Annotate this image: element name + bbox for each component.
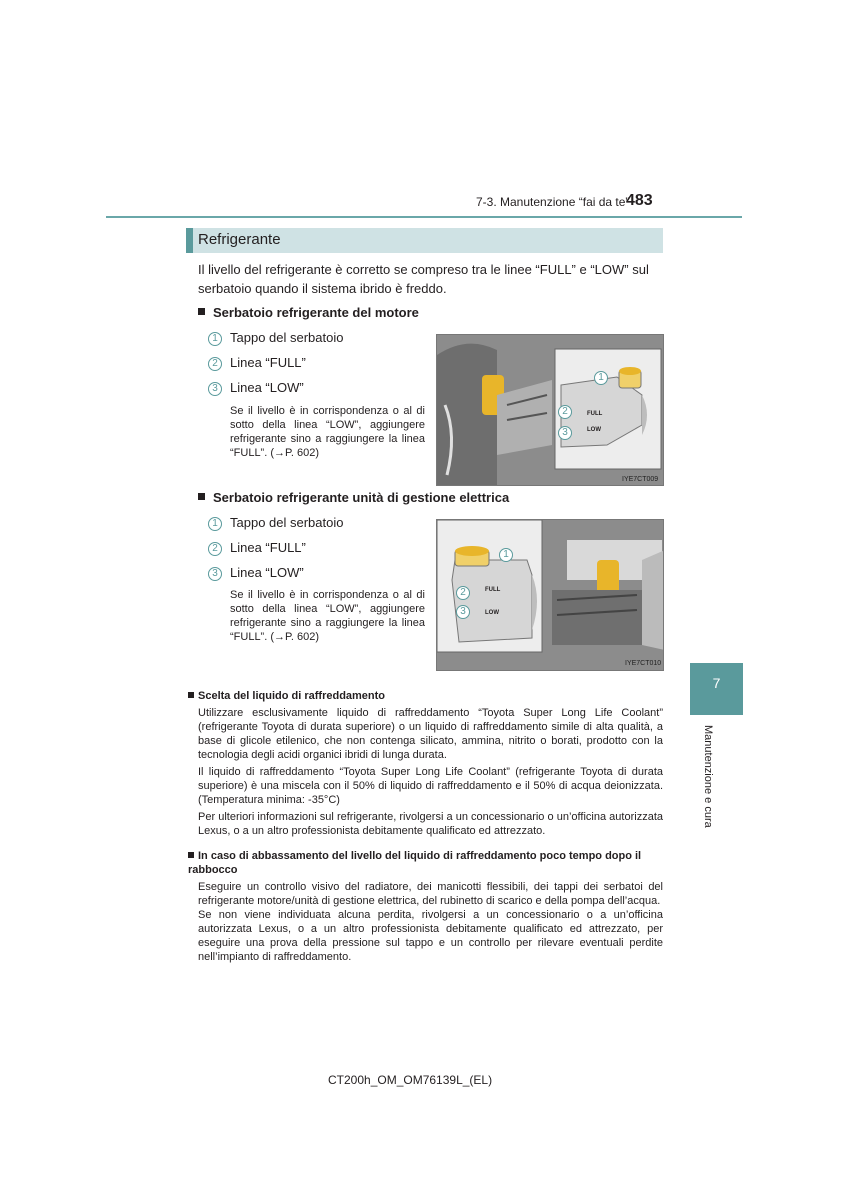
marker-2-icon: 2 [208,542,222,556]
engine-coolant-reservoir-illustration [436,334,664,486]
note-coolant-drop-title [188,849,663,877]
block2-item-3-text: Linea “LOW” [230,565,304,580]
section-title: Refrigerante [198,231,281,248]
img1-marker-1-icon: 1 [594,371,608,385]
note-coolant-choice-title [188,689,663,703]
block2-item-1-text: Tappo del serbatoio [230,515,344,530]
block2-item-1 [208,515,343,531]
img1-code: IYE7CT009 [622,476,659,483]
img2-low-label: LOW [485,610,499,616]
block1-item-1-text: Tappo del serbatoio [230,330,344,345]
header-rule [106,216,742,218]
marker-3-icon: 3 [208,382,222,396]
note-paragraph: Utilizzare esclusivamente liquido di raffreddamento “Toyota Super Long Life Coolant” (refrigerante Toyota di durata superiore) o un liquido di raffreddamento simile di alta qualità, a base di glicole etilenico, che non contenga silicato, ammina, nitrito o borati, prodotto con la tecnologia degli acidi organici ibridi di lunga durata. [198,707,663,761]
bullet-square-icon [198,493,205,500]
note-coolant-choice [188,689,663,838]
marker-2-icon: 2 [208,357,222,371]
section-accent [186,228,193,253]
img1-low-label: LOW [587,427,601,433]
block1-item-2-text: Linea “FULL” [230,355,306,370]
running-header: 7-3. Manutenzione “fai da te” [476,195,630,209]
bullet-square-icon [188,852,194,858]
img1-marker-2-icon: 2 [558,405,572,419]
block1-item-3 [208,380,304,396]
block1-note: Se il livello è in corrispondenza o al di sotto della linea “LOW”, aggiungere refrigerante sino a raggiungere la linea “FULL”. (→P. 602) [230,405,425,459]
note-title-text: In caso di abbassamento del livello del liquido di raffreddamento poco tempo dopo il rabbocco [188,850,642,876]
block1-heading [198,305,419,320]
note-paragraph: Se non viene individuata alcuna perdita, rivolgersi a un concessionario o a un’officina autorizzata Lexus, o a un altro professionista debitamente qualificato ed attrezzato, per eseguire una prova della pressione sul tappo e un controllo per rilevare eventuali perdite nell’impianto di raffreddamento. [198,909,663,963]
img2-marker-2-icon: 2 [456,586,470,600]
img2-marker-1-icon: 1 [499,548,513,562]
marker-1-icon: 1 [208,517,222,531]
marker-1-icon: 1 [208,332,222,346]
chapter-tab-label: Manutenzione e cura [702,725,714,828]
block1-heading-text: Serbatoio refrigerante del motore [213,305,419,320]
block1-item-1 [208,330,343,346]
block2-heading [198,490,509,505]
note-title-text: Scelta del liquido di raffreddamento [198,690,386,702]
block2-item-2 [208,540,306,556]
block2-item-3 [208,565,304,581]
block2-item-2-text: Linea “FULL” [230,540,306,555]
img2-full-label: FULL [485,587,501,593]
note-paragraph: Per ulteriori informazioni sul refrigerante, rivolgersi a un concessionario o un’officina autorizzata Lexus, o a un altro professionista debitamente qualificato ed attrezzato. [198,811,663,837]
bullet-square-icon [198,308,205,315]
img1-marker-3-icon: 3 [558,426,572,440]
img1-full-label: FULL [587,411,603,417]
marker-3-icon: 3 [208,567,222,581]
bullet-square-icon [188,692,194,698]
engine-bay-drawing [437,335,664,486]
intro-text: Il livello del refrigerante è corretto se compreso tra le linee “FULL” e “LOW” sul serbatoio quando il sistema ibrido è freddo. [198,262,649,296]
page-number: 483 [626,192,653,209]
img2-marker-3-icon: 3 [456,605,470,619]
power-control-coolant-reservoir-illustration [436,519,664,671]
block1-item-3-text: Linea “LOW” [230,380,304,395]
block2-heading-text: Serbatoio refrigerante unità di gestione elettrica [213,490,510,505]
chapter-tab: 7 [690,663,743,715]
footer-code: CT200h_OM_OM76139L_(EL) [328,1073,493,1087]
section-title-bar [186,228,663,253]
note-paragraph: Eseguire un controllo visivo del radiatore, dei manicotti flessibili, dei tappi dei serbatoi del refrigerante motore/unità di gestione elettrica, del rubinetto di scarico e della pompa dell’acqua. [198,881,663,907]
block1-item-2 [208,355,306,371]
block2-note: Se il livello è in corrispondenza o al di sotto della linea “LOW”, aggiungere refrigerante sino a raggiungere la linea “FULL”. (→P. 602) [230,589,425,643]
img2-code: IYE7CT010 [625,660,662,667]
note-coolant-drop [188,849,663,964]
power-unit-drawing [437,520,664,671]
note-paragraph: Il liquido di raffreddamento “Toyota Super Long Life Coolant” (refrigerante Toyota di durata superiore) è una miscela con il 50% di liquido di raffreddamento e il 50% di acqua deionizzata. (Temperatura minima: -35°C) [198,766,663,806]
